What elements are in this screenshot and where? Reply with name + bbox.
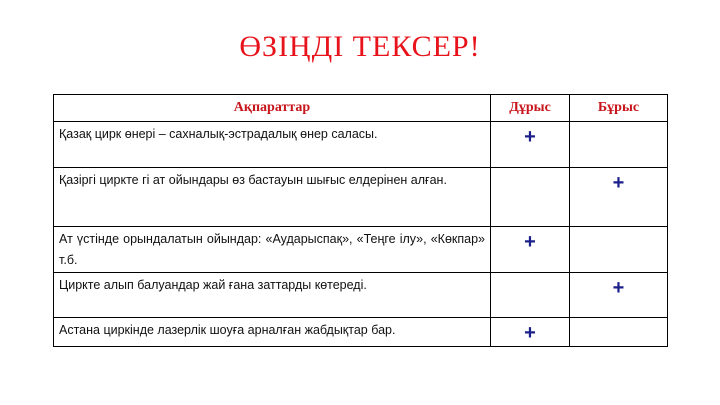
page-title: ӨЗІҢДІ ТЕКСЕР! (239, 30, 481, 63)
plus-mark: + (524, 322, 536, 344)
correct-cell (491, 318, 570, 347)
correct-cell (491, 227, 570, 273)
statement-cell: Астана циркінде лазерлік шоуға арналған жабдықтар бар. (54, 318, 491, 347)
plus-mark: + (612, 172, 625, 194)
table-row (54, 273, 668, 318)
quiz-table (53, 94, 668, 347)
header-wrong: Бұрыс (570, 95, 668, 122)
table-row (54, 318, 668, 347)
plus-mark: + (524, 126, 536, 148)
table-row (54, 122, 668, 168)
statement-cell: Ат үстінде орындалатын ойындар: «Аударыспақ», «Теңге ілу», «Көкпар» т.б. (54, 227, 491, 273)
statement-cell: Циркте алып балуандар жай ғана заттарды көтереді. (54, 273, 491, 318)
table-row (54, 168, 668, 227)
header-correct: Дұрыс (491, 95, 570, 122)
table-row (54, 227, 668, 273)
wrong-cell (570, 273, 668, 318)
plus-mark: + (524, 231, 536, 253)
correct-cell (491, 122, 570, 168)
wrong-cell (570, 168, 668, 227)
statement-cell: Қазақ цирк өнері – сахналық-эстрадалық өнер саласы. (54, 122, 491, 168)
statement-cell: Қазіргі циркте гі ат ойындары өз бастауын шығыс елдерінен алған. (54, 168, 491, 227)
correct-cell (491, 168, 570, 227)
table-header-row (54, 95, 668, 122)
correct-cell (491, 273, 570, 318)
header-information: Ақпараттар (54, 95, 491, 122)
wrong-cell (570, 227, 668, 273)
plus-mark: + (612, 277, 625, 299)
wrong-cell (570, 318, 668, 347)
wrong-cell (570, 122, 668, 168)
